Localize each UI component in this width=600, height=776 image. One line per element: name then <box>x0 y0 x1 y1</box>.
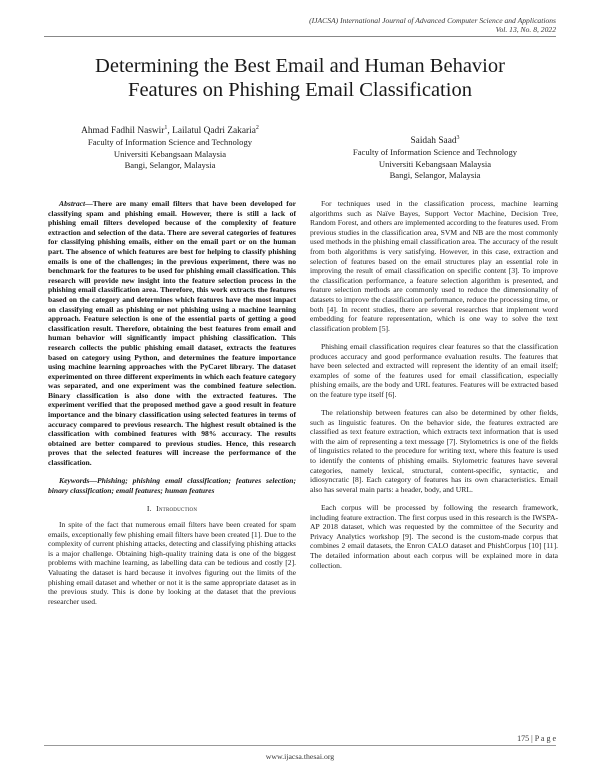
paragraph: In spite of the fact that numerous email filters have been created for spam emails, exceptionally few phishing email filters have been created [1]. Due to the complexity of current phishing attacks, detecting and classifying phishing attacks is a major challenge. Obtaining high-quality training data is one of the biggest problems with machine learning, as labelling data can be tedious and costly [2]. Valuating the dataset is hard because it involves figuring out the limits of the phishing email dataset and whether or not it is the same appropriate dataset as in the previous study. This is done by looking at the dataset that the previous researcher used. <box>48 520 296 606</box>
journal-header <box>136 16 556 34</box>
title-line-1: Determining the Best Email and Human Behavior <box>95 55 505 77</box>
author-university: Universiti Kebangsaan Malaysia <box>378 158 492 169</box>
abstract: Abstract—There are many email filters that have been developed for classifying spam and phishing email. However, there is still a lack of phishing email filters developed because of the complexity of feature extraction and selection of the data. There are several categories of features for classifying phishing emails, either on the email part or on the human part. The absence of which features are best for helping to classify phishing emails is one of the challenges; in the previous experiment, there was no benchmark for the features to be used for phishing email classification. This research will provide new insight into the feature selection process in the phishing email classification area. Therefore, this work extracts the features based on the category and determines which features have the most impact on classifying email as phishing or not phishing using a machine learning approach. Feature selection is one of the essential parts of getting a good classification result. Therefore, obtaining the best features from email and human behavior will significantly impact phishing classification. This research collects the public phishing email dataset, extracts the features based on category using Python, and determines the feature importance using machine learning approaches with the PyCaret library. The dataset experimented on three different experiments in which each feature category was separated, and one experiment was the combined feature selection. Binary classification is also done with the extracted features. The experiment verified that the proposed method gave a good result in feature importance and the binary classification using selected features in terms of accuracy compared to previous research. The highest result obtained is the classification with combined features with 98% accuracy. The results obtained are better compared to previous studies. Hence, this research proves that the selected features will increase the performance of the classification. <box>48 199 296 468</box>
right-column <box>310 199 558 570</box>
author-block-right <box>315 133 555 181</box>
author-location: Bangi, Selangor, Malaysia <box>124 159 216 170</box>
footer-url: www.ijacsa.thesai.org <box>265 752 335 761</box>
title-line-2: Features on Phishing Email Classification <box>128 79 472 101</box>
header-rule <box>44 36 556 37</box>
section-heading-introduction: I. Introduction <box>146 504 198 514</box>
author-affiliation: Faculty of Information Science and Technology <box>352 147 518 158</box>
author-names-left: Ahmad Fadhil Naswir$^1$, Lailatul Qadri Zakaria$^2$ <box>81 125 259 137</box>
paragraph: Each corpus will be processed by following the research framework, including feature extraction. The first corpus used in this research is the IWSPA-AP 2018 dataset, which was requested by the committee of the Security and Privacy Analytics workshop [9]. The second is the custom-made corpus that combines 2 email datasets, the Enron CALO dataset and PhishCorpus [10] [11]. The detailed information about each corpus will be explained more in data collection. <box>310 503 558 570</box>
journal-name: (IJACSA) International Journal of Advanced Computer Science and Applications <box>309 16 556 25</box>
author-affiliation: Faculty of Information Science and Technology <box>87 137 253 148</box>
author-location: Bangi, Selangor, Malaysia <box>389 169 481 180</box>
keywords: Keywords—Phishing; phishing email classification; features selection; binary classification; email features; human features <box>48 476 296 495</box>
left-column <box>48 199 296 606</box>
author-university: Universiti Kebangsaan Malaysia <box>113 148 227 159</box>
author-name-right: Saidah Saad$^3$ <box>410 135 460 147</box>
paper-title <box>30 54 570 102</box>
paragraph: For techniques used in the classification process, machine learning algorithms such as Naïve Bayes, Support Vector Machine, Decision Tree, Random Forest, and others are implemented according to the features used. From previous studies in the classification area, SVM and NB are the most commonly used methods in the phishing email classification area. The accuracy of the result from both algorithms is very satisfying. However, in this case, extraction and selection of features based on the email structures play an essential role in improving the result of email classification on specific content [3]. To improve the classification performance, a feature selection algorithm is presented, and feature selection methods are commonly used to reduce the dimensionality of datasets to improve the classification performance, reduce the processing time, or both [4]. In recent studies, there are several researches that implement word embedding for feature representation, which is one way to solve the text classification problem [5]. <box>310 199 558 333</box>
footer-rule <box>44 745 556 746</box>
page-number: 175 | P a g e <box>517 734 556 743</box>
paragraph: The relationship between features can also be determined by other fields, such as linguistic features. On the behavior side, the features extracted are classified as text feature extraction, which extracts text information that is used with the aim of representing a text message [7]. Stylometrics is one of the fields of linguistics related to the procedure for writing text, where this feature is used to identify the contents of phishing emails. Stylometric features have several categories, namely lexical, structural, content-specific, syntactic, and idiosyncratic [8]. Each category of features has its own characteristics. Email also has several main parts: a header, body, and URL. <box>310 408 558 494</box>
journal-volume: Vol. 13, No. 8, 2022 <box>495 25 556 34</box>
paragraph: Phishing email classification requires clear features so that the classification produces accuracy and good performance evaluation results. The features that have been selected and extracted will represent the identity of an email itself; examples of some of the features used for email classification, especially phishing emails, are the body and URL features. Features will be extracted based on the feature type itself [6]. <box>310 341 558 399</box>
author-block-left <box>50 123 290 171</box>
